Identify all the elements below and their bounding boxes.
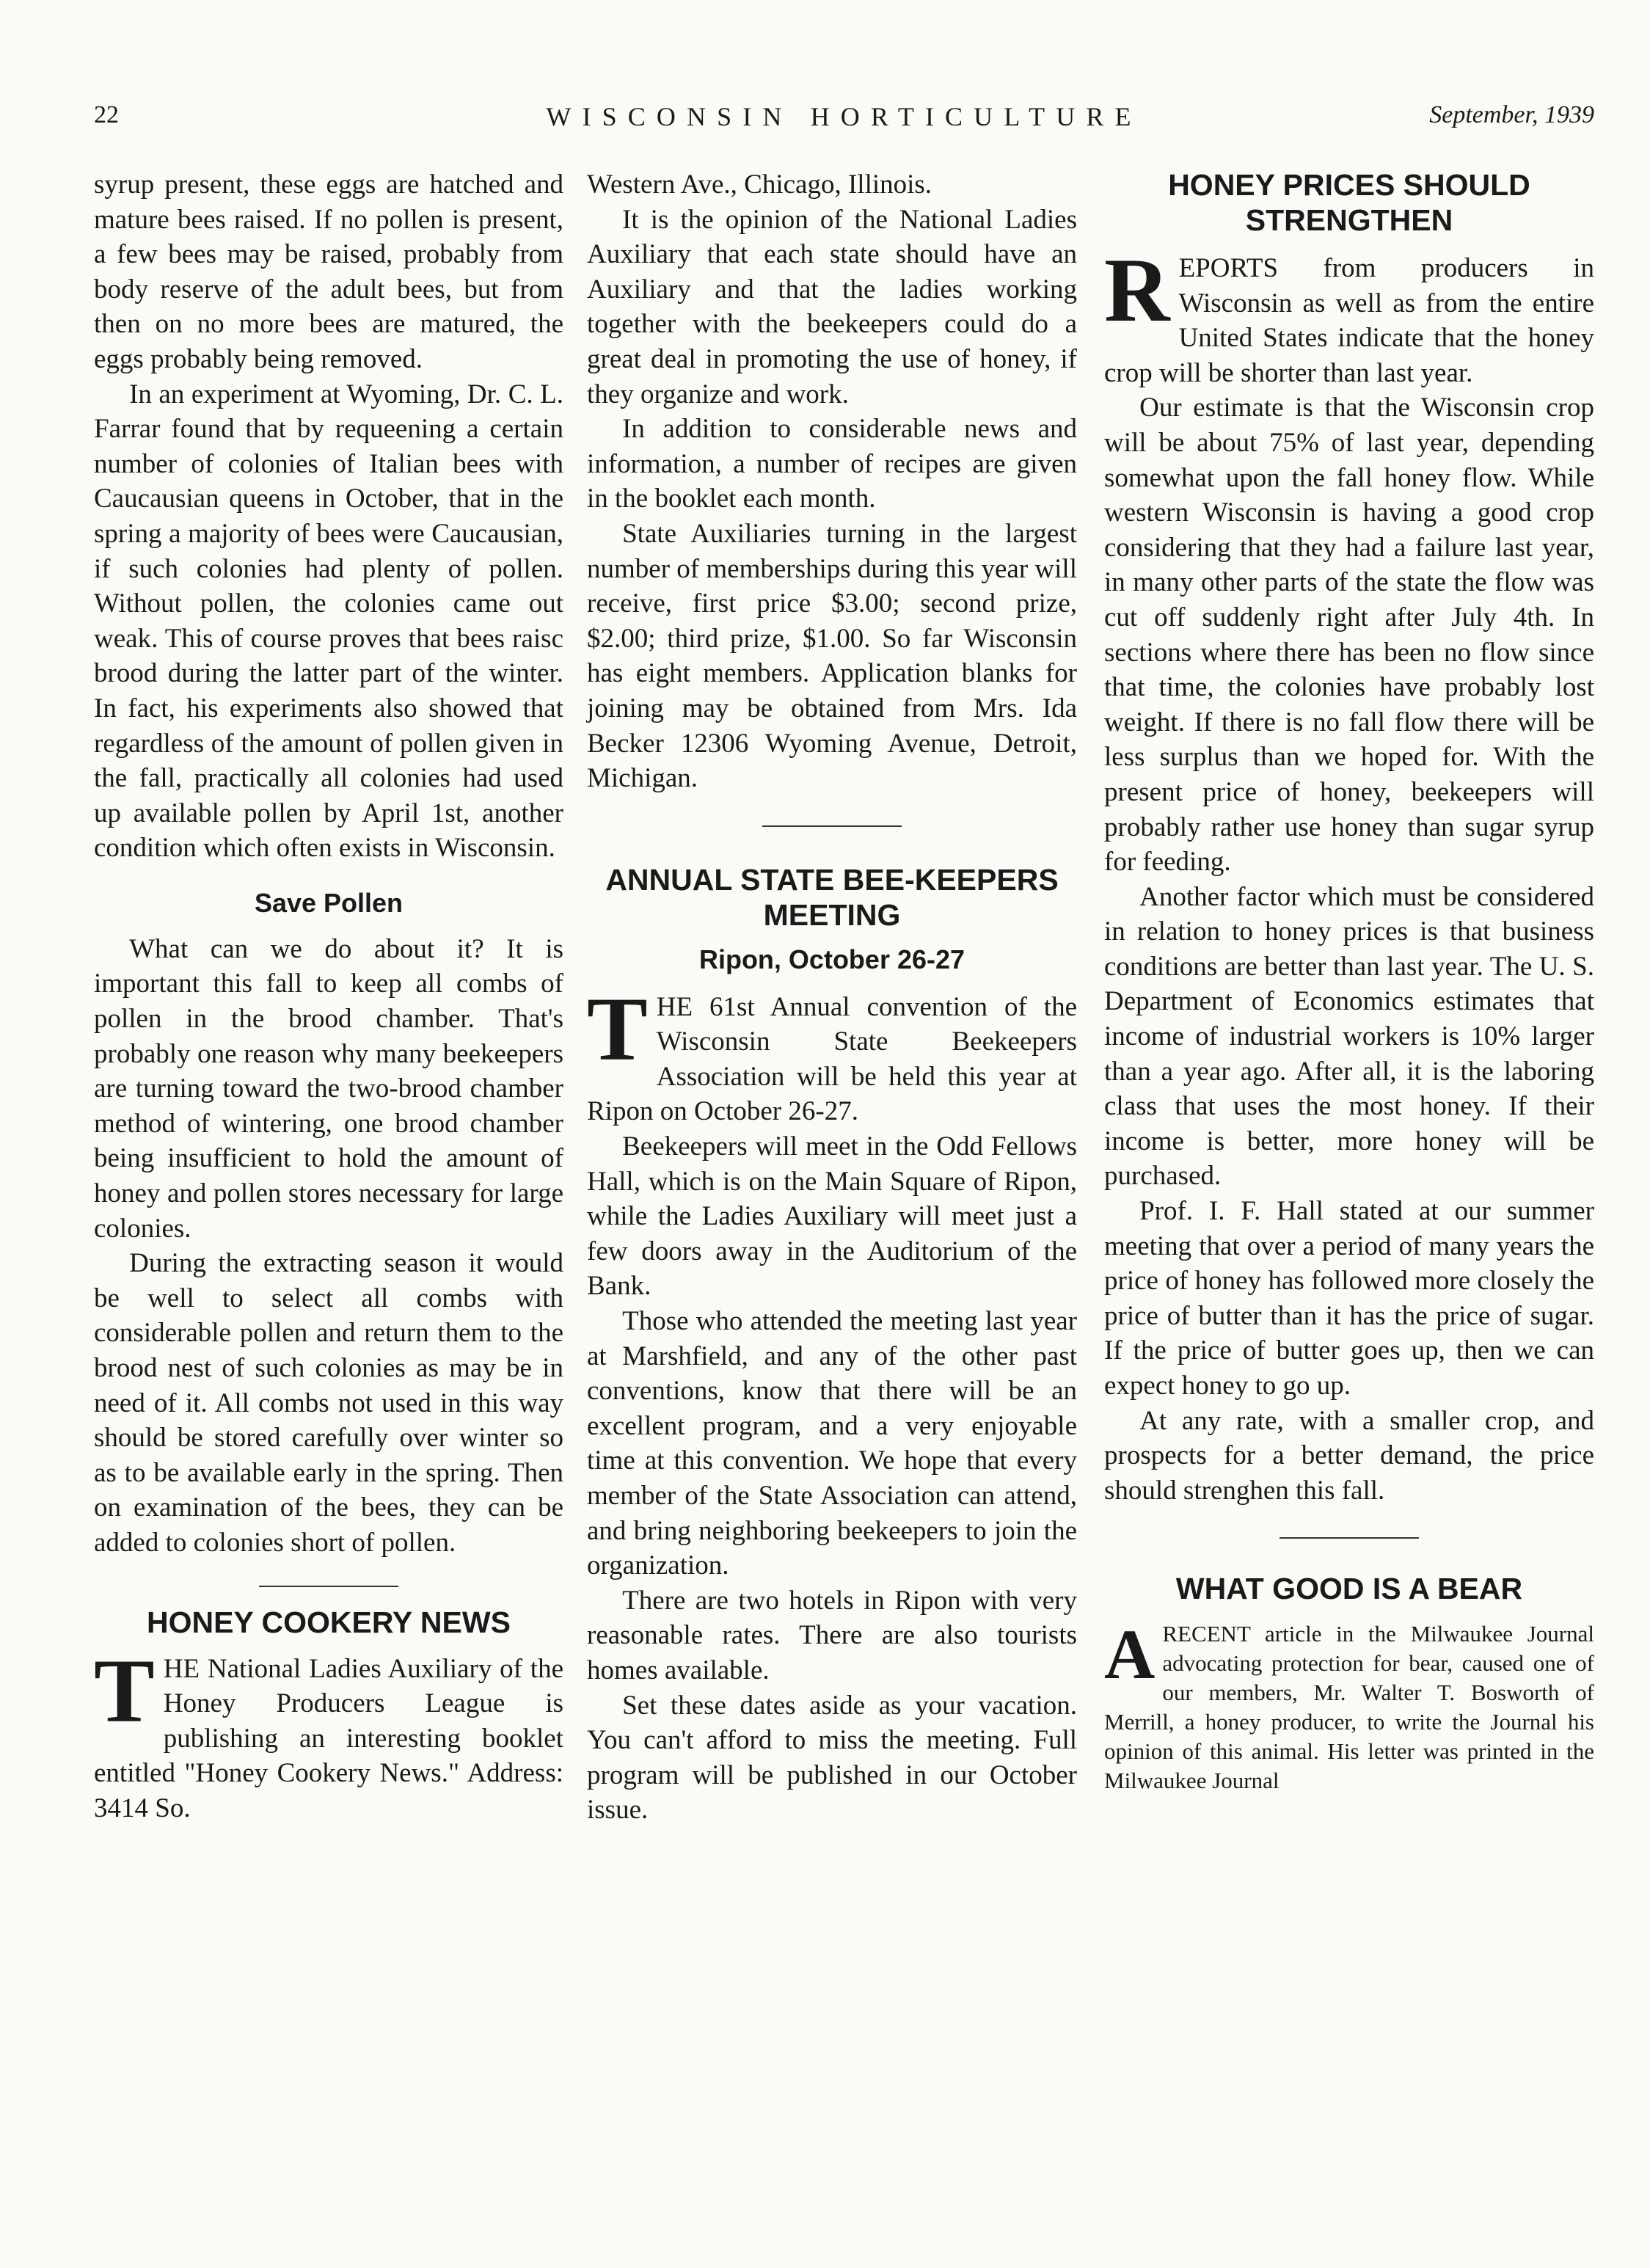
paragraph: THE 61st Annual convention of the Wisconsin State Beekeepers Association will be held this year at Ripon on October 26-27.: [587, 978, 1077, 1127]
paragraph: REPORTS from producers in Wisconsin as well as from the entire United States indicate that the honey crop will be shorter than last year.: [1104, 240, 1594, 388]
column-1: [94, 167, 563, 1826]
drop-cap: R: [1104, 240, 1170, 340]
paragraph: State Auxiliaries turning in the largest number of memberships during this year will receive, first price $3.00; second prize, $2.00; third prize, $1.00. So far Wisconsin has eight members. Application blanks for joining may be obtained from Mrs. Ida Becker 12306 Wyoming Avenue, Detroit, Michigan.: [587, 518, 1077, 794]
section-title-honey-prices: HONEY PRICES SHOULD STRENGTHEN: [1168, 168, 1530, 237]
paragraph: syrup present, these eggs are hatched and mature bees raised. If no pollen is present, a few bees may be raised, probably from body reserve of the adult bees, but from then on no more bees are matured, the eggs probably being removed.: [94, 169, 563, 374]
paragraph: Prof. I. F. Hall stated at our summer meeting that over a period of many years the price of honey has followed more closely the price of butter than it has the price of sugar. If the price of butter goes up, then we can expect honey to go up.: [1104, 1196, 1594, 1401]
paragraph: Our estimate is that the Wisconsin crop will be about 75% of last year, depending somewhat upon the fall honey flow. While western Wisconsin is having a good crop considering that they had a failure last year, in many other parts of the state the flow was cut off suddenly right after July 4th. In sections where there has been no flow since that time, the colonies have probably lost weight. If there is no fall flow there will be less surplus than we hoped for. With the present price of honey, beekeepers will probably rather use honey than sugar syrup for feeding.: [1104, 393, 1594, 878]
drop-cap: T: [587, 978, 648, 1079]
section-title-honey-cookery-news: HONEY COOKERY NEWS: [147, 1605, 511, 1639]
drop-cap: T: [94, 1640, 155, 1741]
paragraph: What can we do about it? It is important this fall to keep all combs of pollen in the brood chamber. That's probably one reason why many beekeepers are turning toward the two-brood chamber method of wintering, one brood chamber being insufficient to hold the amount of honey and pollen stores necessary for large colonies.: [94, 933, 563, 1244]
paragraph: There are two hotels in Ripon with very reasonable rates. There are also tourists homes available.: [587, 1585, 1077, 1685]
paragraph: Set these dates aside as your vacation. You can't afford to miss the meeting. Full program will be published in our October issue.: [587, 1690, 1077, 1826]
paragraph: Western Ave., Chicago, Illinois.: [587, 169, 932, 200]
paragraph: In an experiment at Wyoming, Dr. C. L. Farrar found that by requeening a certain number of colonies of Italian bees with Caucausian queens in October, that in the spring a majority of bees were Caucausian, if such colonies had plenty of pollen. Without pollen, the colonies came out weak. This of course proves that bees raisc brood during the latter part of the winter. In fact, his experiments also showed that regardless of the amount of pollen given in the fall, practically all colonies had used up available pollen by April 1st, another condition which often exists in Wisconsin.: [94, 379, 563, 864]
subheading-save-pollen: Save Pollen: [254, 887, 404, 918]
paragraph: It is the opinion of the National Ladies Auxiliary that each state should have an Auxiliary and that the ladies working together with the beekeepers could do a great deal in promoting the use of honey, if they organize and work.: [587, 204, 1077, 409]
paragraph: Another factor which must be considered in relation to honey prices is that business conditions are better than last year. The U. S. Department of Economics estimates that income of industrial workers is 10% larger than a year ago. After all, it is the laboring class that uses the most honey. If their income is better, more honey will be purchased.: [1104, 881, 1594, 1192]
paragraph: Those who attended the meeting last year at Marshfield, and any of the other past conventions, know that there will be an excellent program, and a very enjoyable time at this convention. We hope that every member of the State Association can attend, and bring neighboring beekeepers to join the organization.: [587, 1306, 1077, 1581]
journal-title: WISCONSIN HORTICULTURE: [546, 102, 1142, 131]
paragraph: At any rate, with a smaller crop, and prospects for a better demand, the price should strenghen this fall.: [1104, 1405, 1594, 1506]
paragraph: During the extracting season it would be well to select all combs with considerable pollen and return them to the brood nest of such colonies as may be in need of it. All combs not used in this way should be stored carefully over winter so as to be available early in the spring. Then on examination of the bees, they can be added to colonies short of pollen.: [94, 1248, 563, 1558]
drop-cap: A: [1104, 1615, 1156, 1694]
meeting-subtitle: Ripon, October 26-27: [698, 944, 965, 974]
section-title-bear: WHAT GOOD IS A BEAR: [1175, 1572, 1523, 1606]
issue-date: September, 1939: [1429, 101, 1594, 128]
page-number: 22: [94, 101, 119, 128]
column-3: [1104, 167, 1594, 1795]
paragraph: THE National Ladies Auxiliary of the Honey Producers League is publishing an interesting booklet entitled "Honey Cookery News." Address: 3414 So.: [94, 1640, 563, 1823]
paragraph: In addition to considerable news and information, a number of recipes are given in the booklet each month.: [587, 414, 1077, 514]
section-title-annual-meeting: ANNUAL STATE BEE-KEEPERS MEETING: [605, 862, 1059, 932]
column-2: [587, 167, 1077, 1828]
page-header: [94, 101, 1594, 145]
paragraph: ARECENT article in the Milwaukee Journal advocating protection for bear, caused one of our members, Mr. Walter T. Bosworth of Merrill, a honey producer, to write the Journal his opinion of this animal. His letter was printed in the Milwaukee Journal: [1104, 1615, 1594, 1794]
paragraph: Beekeepers will meet in the Odd Fellows Hall, which is on the Main Square of Ripon, while the Ladies Auxiliary will meet just a few doors away in the Auditorium of the Bank.: [587, 1131, 1077, 1302]
